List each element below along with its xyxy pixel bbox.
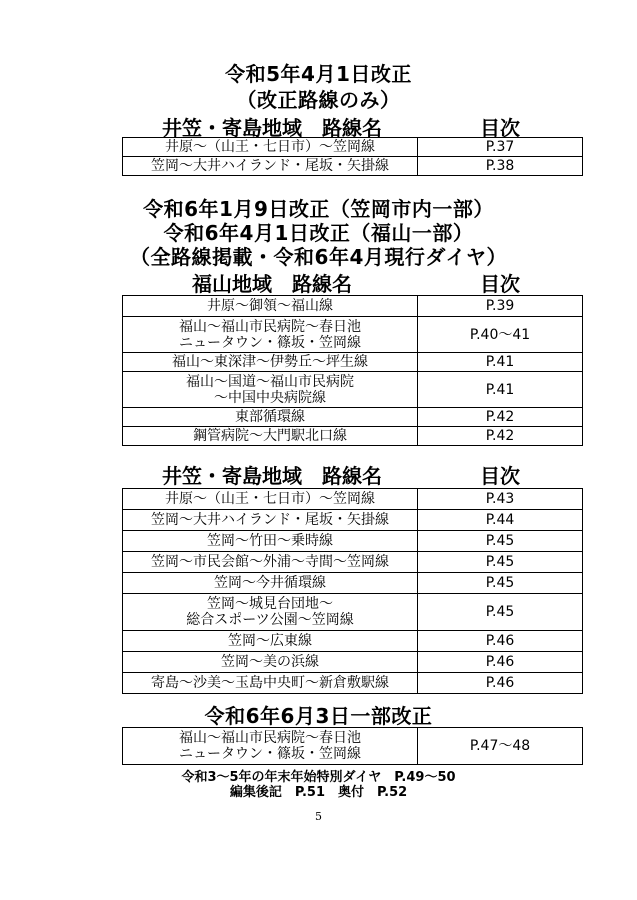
page-ref: P.46 (418, 652, 583, 673)
page-ref: P.45 (418, 594, 583, 631)
table-row (123, 353, 583, 372)
route-name: 笠岡～大井ハイランド・尾坂・矢掛線 (123, 157, 418, 176)
table-row (123, 138, 583, 157)
table-row (123, 408, 583, 427)
page-ref: P.41 (418, 372, 583, 408)
page-ref: P.38 (418, 157, 583, 176)
page-ref: P.45 (418, 552, 583, 573)
section3-title: 令和6年6月3日一部改正 (204, 704, 433, 728)
route-name: 鋼管病院～大門駅北口線 (123, 427, 418, 446)
fukuyama-page-header: 目次 (480, 272, 520, 296)
section1-page-header: 目次 (480, 116, 520, 140)
section2-title-line1: 令和6年1月9日改正（笠岡市内一部） (143, 197, 494, 221)
page-ref: P.45 (418, 573, 583, 594)
ikasa-page-header: 目次 (480, 464, 520, 488)
page-ref: P.43 (418, 489, 583, 510)
page-ref: P.40～41 (418, 317, 583, 353)
section3-toc-table (122, 727, 583, 765)
page-ref: P.47～48 (418, 728, 583, 765)
section1-toc-table (122, 137, 583, 176)
section2-title-line2: 令和6年4月1日改正（福山一部） (163, 221, 474, 245)
route-name: 井原～（山王・七日市）～笠岡線 (123, 489, 418, 510)
route-name-line1: 福山～福山市民病院～春日池 (179, 318, 361, 335)
section2-title-line3: （全路線掲載・令和6年4月現行ダイヤ） (130, 245, 507, 269)
page-ref: P.39 (418, 296, 583, 317)
ikasa-route-header: 井笠・寄島地域 路線名 (162, 464, 382, 488)
table-row (123, 317, 583, 353)
table-row (123, 489, 583, 510)
route-name (123, 317, 418, 353)
table-row (123, 573, 583, 594)
route-name-line2: ニュータウン・篠坂・笠岡線 (179, 746, 361, 762)
page-ref: P.46 (418, 631, 583, 652)
page-number: 5 (315, 810, 322, 823)
table-row (123, 552, 583, 573)
route-name: 笠岡～今井循環線 (123, 573, 418, 594)
table-row (123, 157, 583, 176)
route-name-line2: ニュータウン・篠坂・笠岡線 (179, 334, 361, 351)
section1-title-line1: 令和5年4月1日改正 (225, 62, 412, 86)
table-row (123, 594, 583, 631)
page-ref: P.45 (418, 531, 583, 552)
page-ref: P.41 (418, 353, 583, 372)
page-ref: P.46 (418, 673, 583, 694)
table-row (123, 631, 583, 652)
table-row (123, 510, 583, 531)
ikasa-toc-table (122, 488, 583, 694)
page-ref: P.42 (418, 427, 583, 446)
route-name: 井原～（山王・七日市）～笠岡線 (123, 138, 418, 157)
route-name (123, 372, 418, 408)
table-row (123, 531, 583, 552)
route-name: 笠岡～竹田～乗時線 (123, 531, 418, 552)
page-ref: P.42 (418, 408, 583, 427)
table-row (123, 372, 583, 408)
section1-route-header: 井笠・寄島地域 路線名 (162, 116, 382, 140)
route-name-line1: 笠岡～城見台団地～ (207, 596, 333, 612)
route-name-line1: 福山～福山市民病院～春日池 (179, 730, 361, 746)
route-name-line1: 福山～国道～福山市民病院 (186, 373, 354, 390)
route-name (123, 728, 418, 765)
afterword-colophon-note: 編集後記 P.51 奥付 P.52 (229, 785, 408, 800)
route-name: 井原～御領～福山線 (123, 296, 418, 317)
route-name: 東部循環線 (123, 408, 418, 427)
table-row (123, 427, 583, 446)
route-name: 笠岡～美の浜線 (123, 652, 418, 673)
table-row (123, 728, 583, 765)
route-name: 笠岡～広東線 (123, 631, 418, 652)
special-schedule-note: 令和3～5年の年末年始特別ダイヤ P.49～50 (181, 770, 456, 785)
route-name-line2: 総合スポーツ公園～笠岡線 (186, 612, 354, 628)
table-row (123, 652, 583, 673)
route-name-line2: ～中国中央病院線 (214, 389, 326, 406)
table-row (123, 673, 583, 694)
route-name: 笠岡～市民会館～外浦～寺間～笠岡線 (123, 552, 418, 573)
route-name: 笠岡～大井ハイランド・尾坂・矢掛線 (123, 510, 418, 531)
page-ref: P.44 (418, 510, 583, 531)
section1-title-line2: （改正路線のみ） (236, 88, 401, 112)
table-row (123, 296, 583, 317)
fukuyama-route-header: 福山地域 路線名 (192, 272, 352, 296)
page-ref: P.37 (418, 138, 583, 157)
route-name: 福山～東深津～伊勢丘～坪生線 (123, 353, 418, 372)
fukuyama-toc-table (122, 295, 583, 446)
route-name: 寄島～沙美～玉島中央町～新倉敷駅線 (123, 673, 418, 694)
route-name (123, 594, 418, 631)
